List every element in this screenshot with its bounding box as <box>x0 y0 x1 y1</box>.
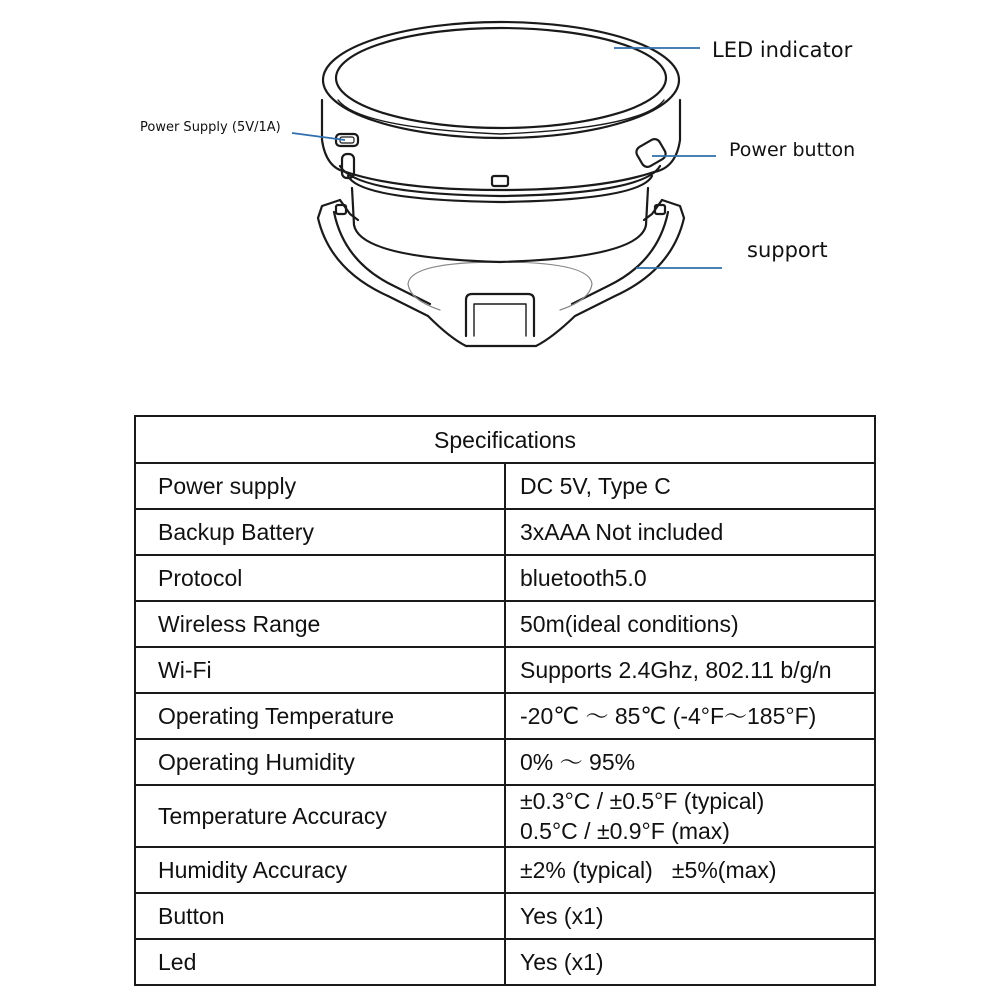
table-row <box>135 463 875 509</box>
support-stand <box>318 200 684 346</box>
spec-key: Wireless Range <box>135 601 505 647</box>
spec-key: Operating Humidity <box>135 739 505 785</box>
spec-key: Temperature Accuracy <box>135 785 505 847</box>
spec-value: -20℃ ～ 85℃ (-4°F～185°F) <box>505 693 875 739</box>
device-lower-body <box>340 166 660 262</box>
table-row <box>135 555 875 601</box>
front-latch <box>492 176 508 186</box>
spec-value: ±2% (typical) ±5%(max) <box>505 847 875 893</box>
spec-value: Yes (x1) <box>505 939 875 985</box>
spec-key: Backup Battery <box>135 509 505 555</box>
spec-key: Operating Temperature <box>135 693 505 739</box>
table-row <box>135 601 875 647</box>
spec-key: Power supply <box>135 463 505 509</box>
table-row <box>135 847 875 893</box>
spec-value: DC 5V, Type C <box>505 463 875 509</box>
spec-value <box>505 785 875 847</box>
table-row <box>135 893 875 939</box>
spec-value-line: 0.5°C / ±0.9°F (max) <box>520 818 730 844</box>
power-button-label: Power button <box>729 139 856 161</box>
table-row <box>135 509 875 555</box>
table-title: Specifications <box>135 416 875 463</box>
spec-key: Protocol <box>135 555 505 601</box>
spec-value: Supports 2.4Ghz, 802.11 b/g/n <box>505 647 875 693</box>
spec-key: Humidity Accuracy <box>135 847 505 893</box>
table-row <box>135 785 875 847</box>
spec-value: Yes (x1) <box>505 893 875 939</box>
spec-value: 3xAAA Not included <box>505 509 875 555</box>
table-row <box>135 739 875 785</box>
spec-value: 0% ～ 95% <box>505 739 875 785</box>
spec-key: Wi-Fi <box>135 647 505 693</box>
spec-key: Button <box>135 893 505 939</box>
table-row <box>135 647 875 693</box>
led-indicator-label: LED indicator <box>712 38 853 62</box>
table-row <box>135 939 875 985</box>
power-supply-label: Power Supply (5V/1A) <box>140 120 281 135</box>
spec-value: 50m(ideal conditions) <box>505 601 875 647</box>
spec-value-line: ±0.3°C / ±0.5°F (typical) <box>520 788 765 814</box>
support-label: support <box>747 238 828 262</box>
specifications-table <box>134 415 876 986</box>
spec-value: bluetooth5.0 <box>505 555 875 601</box>
power-button <box>634 137 668 169</box>
table-row <box>135 693 875 739</box>
spec-key: Led <box>135 939 505 985</box>
